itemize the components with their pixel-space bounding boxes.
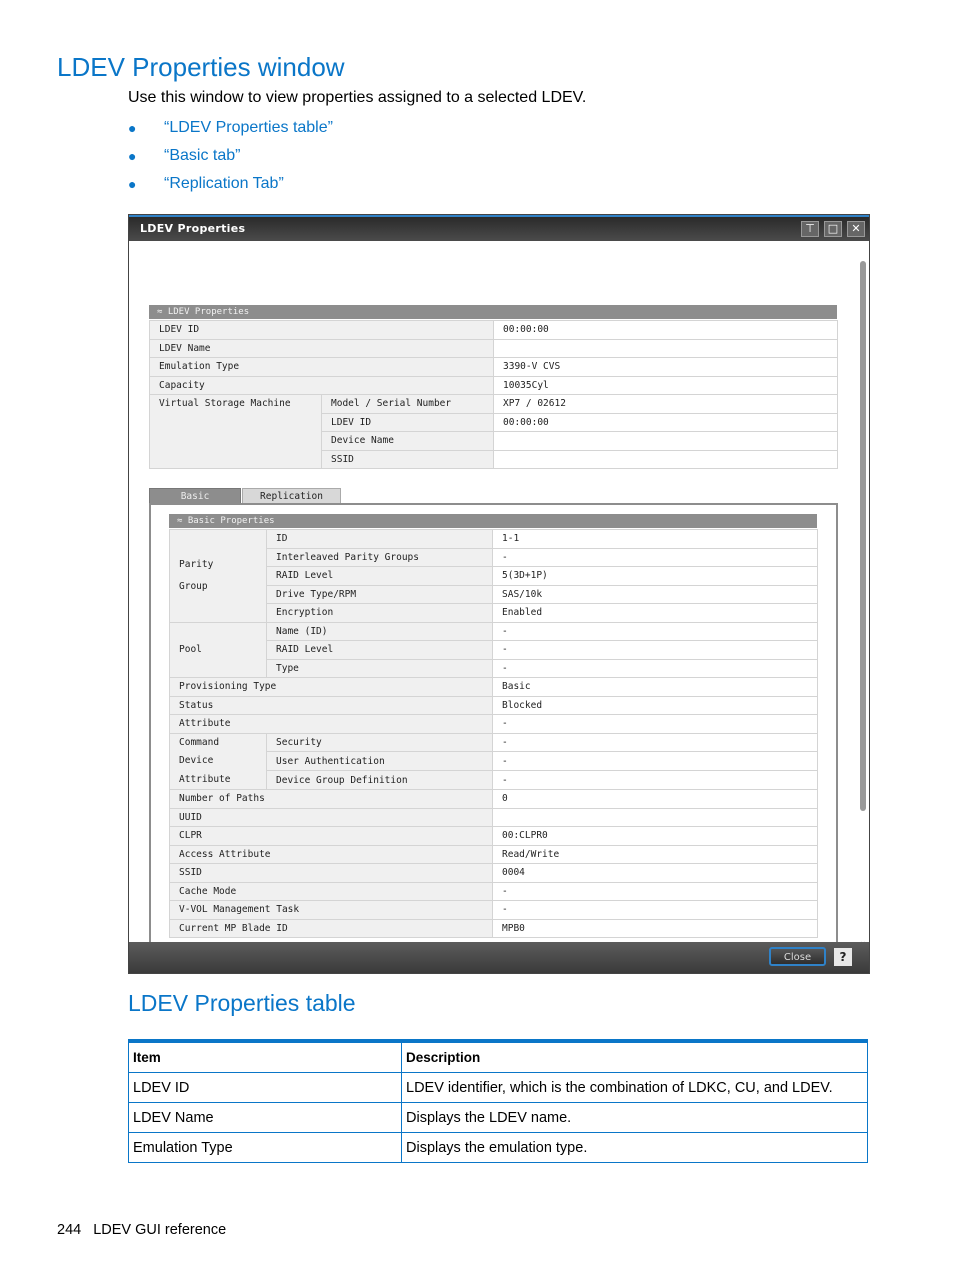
group-label-parity [170,530,267,623]
table-row [150,395,838,414]
row-value: 5(3D+1P) [493,567,818,586]
row-label: Capacity [150,376,494,395]
window-title: LDEV Properties [140,222,246,235]
row-value: - [493,622,818,641]
group-label-pool: Pool [170,622,267,678]
ldev-properties-grid [149,320,838,469]
row-label: Interleaved Parity Groups [267,548,493,567]
row-label: Security [267,733,493,752]
row-label: RAID Level [267,641,493,660]
table-cell: LDEV ID [129,1073,402,1103]
row-value: Read/Write [493,845,818,864]
tab-replication[interactable]: Replication [242,488,341,504]
section-title: Basic Properties [187,516,275,526]
row-label: Access Attribute [170,845,493,864]
row-label: CLPR [170,827,493,846]
row-value: 0 [493,790,818,809]
table-row [170,641,818,660]
link-text[interactable]: “Basic tab” [164,147,241,164]
table-header-row [129,1041,868,1073]
table-row [170,845,818,864]
row-value: SAS/10k [493,585,818,604]
row-label: UUID [170,808,493,827]
scroll-thumb[interactable] [860,261,866,811]
table-row [170,733,818,752]
bullet-icon: ● [128,148,137,164]
table-cell: Displays the emulation type. [402,1133,868,1163]
group-label-line: Attribute [179,773,231,785]
footer-text: LDEV GUI reference [93,1222,227,1238]
table-cell: Emulation Type [129,1133,402,1163]
table-row [170,659,818,678]
collapse-icon: ≈ [177,516,183,526]
row-label: Encryption [267,604,493,623]
table-row [170,808,818,827]
row-value: 00:00:00 [494,413,838,432]
page-number: 244 [57,1222,82,1238]
help-icon[interactable]: ? [834,948,852,966]
row-label: Current MP Blade ID [170,919,493,938]
table-row [170,919,818,938]
table-row [129,1103,868,1133]
table-row [170,548,818,567]
close-button[interactable]: Close [769,947,826,966]
row-value: - [493,752,818,771]
row-label: User Authentication [267,752,493,771]
close-icon[interactable]: ✕ [847,221,865,237]
link-replication-tab[interactable] [128,172,333,200]
window-title-bar [129,215,869,241]
bullet-icon: ● [128,120,137,136]
table-row [170,790,818,809]
tab-basic[interactable]: Basic [149,488,241,504]
link-basic-tab[interactable] [128,144,333,172]
row-value: 00:CLPR0 [493,827,818,846]
row-label: Drive Type/RPM [267,585,493,604]
section-title: LDEV Properties [167,307,250,317]
section-heading: LDEV Properties table [128,990,356,1016]
table-row [170,715,818,734]
basic-properties-grid [169,529,818,938]
row-value [494,432,838,451]
row-label: LDEV ID [150,321,494,340]
table-row [170,696,818,715]
table-row [170,585,818,604]
row-label: Number of Paths [170,790,493,809]
row-value [493,808,818,827]
table-row [150,358,838,377]
maximize-icon[interactable]: □ [824,221,842,237]
row-value [494,339,838,358]
row-value: - [493,901,818,920]
ldev-properties-screenshot [128,214,870,974]
row-value: - [493,771,818,790]
row-label: Model / Serial Number [322,395,494,414]
row-label: SSID [170,864,493,883]
table-row [170,827,818,846]
table-cell: Displays the LDEV name. [402,1103,868,1133]
row-label: Name (ID) [267,622,493,641]
row-value: 10035Cyl [494,376,838,395]
table-cell: LDEV identifier, which is the combination of LDKC, CU, and LDEV. [402,1073,868,1103]
row-label: Cache Mode [170,882,493,901]
group-label-line: Command [179,736,220,748]
table-row [170,622,818,641]
row-label: SSID [322,450,494,469]
basic-properties-section-header[interactable] [169,514,817,528]
row-label: Emulation Type [150,358,494,377]
group-label-line: Device [179,755,214,766]
ldev-properties-table [128,1039,868,1163]
row-value [494,450,838,469]
column-header: Item [129,1041,402,1073]
row-label: Device Group Definition [267,771,493,790]
table-row [170,567,818,586]
ldev-properties-section-header[interactable] [149,305,837,319]
row-label: RAID Level [267,567,493,586]
row-label: Provisioning Type [170,678,493,697]
row-value: 0004 [493,864,818,883]
row-value: 00:00:00 [494,321,838,340]
row-value: - [493,548,818,567]
row-value: - [493,882,818,901]
table-row [170,901,818,920]
table-row [150,321,838,340]
bullet-icon: ● [128,176,137,192]
row-label: Type [267,659,493,678]
table-row [170,604,818,623]
row-label: LDEV Name [150,339,494,358]
scrollbar[interactable] [859,253,867,943]
table-row [170,752,818,771]
group-label-command-device [170,733,267,790]
row-value: - [493,715,818,734]
pin-icon[interactable]: ⊤ [801,221,819,237]
row-value: 1-1 [493,530,818,549]
row-value: 3390-V CVS [494,358,838,377]
row-value: Blocked [493,696,818,715]
table-cell: LDEV Name [129,1103,402,1133]
row-label: LDEV ID [322,413,494,432]
table-row [170,864,818,883]
table-row [170,771,818,790]
group-label: Virtual Storage Machine [150,395,322,469]
row-value: - [493,641,818,660]
row-label: Attribute [170,715,493,734]
row-value: - [493,659,818,678]
link-ldev-properties-table[interactable] [128,116,333,144]
row-label: V-VOL Management Task [170,901,493,920]
intro-text: Use this window to view properties assigned to a selected LDEV. [128,89,587,106]
page-title: LDEV Properties window [57,52,345,82]
page-footer [57,1222,226,1238]
row-label: Device Name [322,432,494,451]
row-value: XP7 / 02612 [494,395,838,414]
column-header: Description [402,1041,868,1073]
row-value: - [493,733,818,752]
link-list [128,116,333,200]
link-text[interactable]: “Replication Tab” [164,175,284,192]
row-label: ID [267,530,493,549]
table-row [150,376,838,395]
table-row [170,882,818,901]
group-label-line: Parity [179,559,214,571]
table-row [170,678,818,697]
link-text[interactable]: “LDEV Properties table” [164,119,333,136]
row-value: Enabled [493,604,818,623]
row-label: Status [170,696,493,715]
table-row [170,530,818,549]
table-row [129,1073,868,1103]
collapse-icon: ≈ [157,307,163,317]
table-row [150,339,838,358]
window-footer [129,942,869,973]
group-label-line: Group [179,581,208,593]
row-value: Basic [493,678,818,697]
table-row [129,1133,868,1163]
row-value: MPB0 [493,919,818,938]
